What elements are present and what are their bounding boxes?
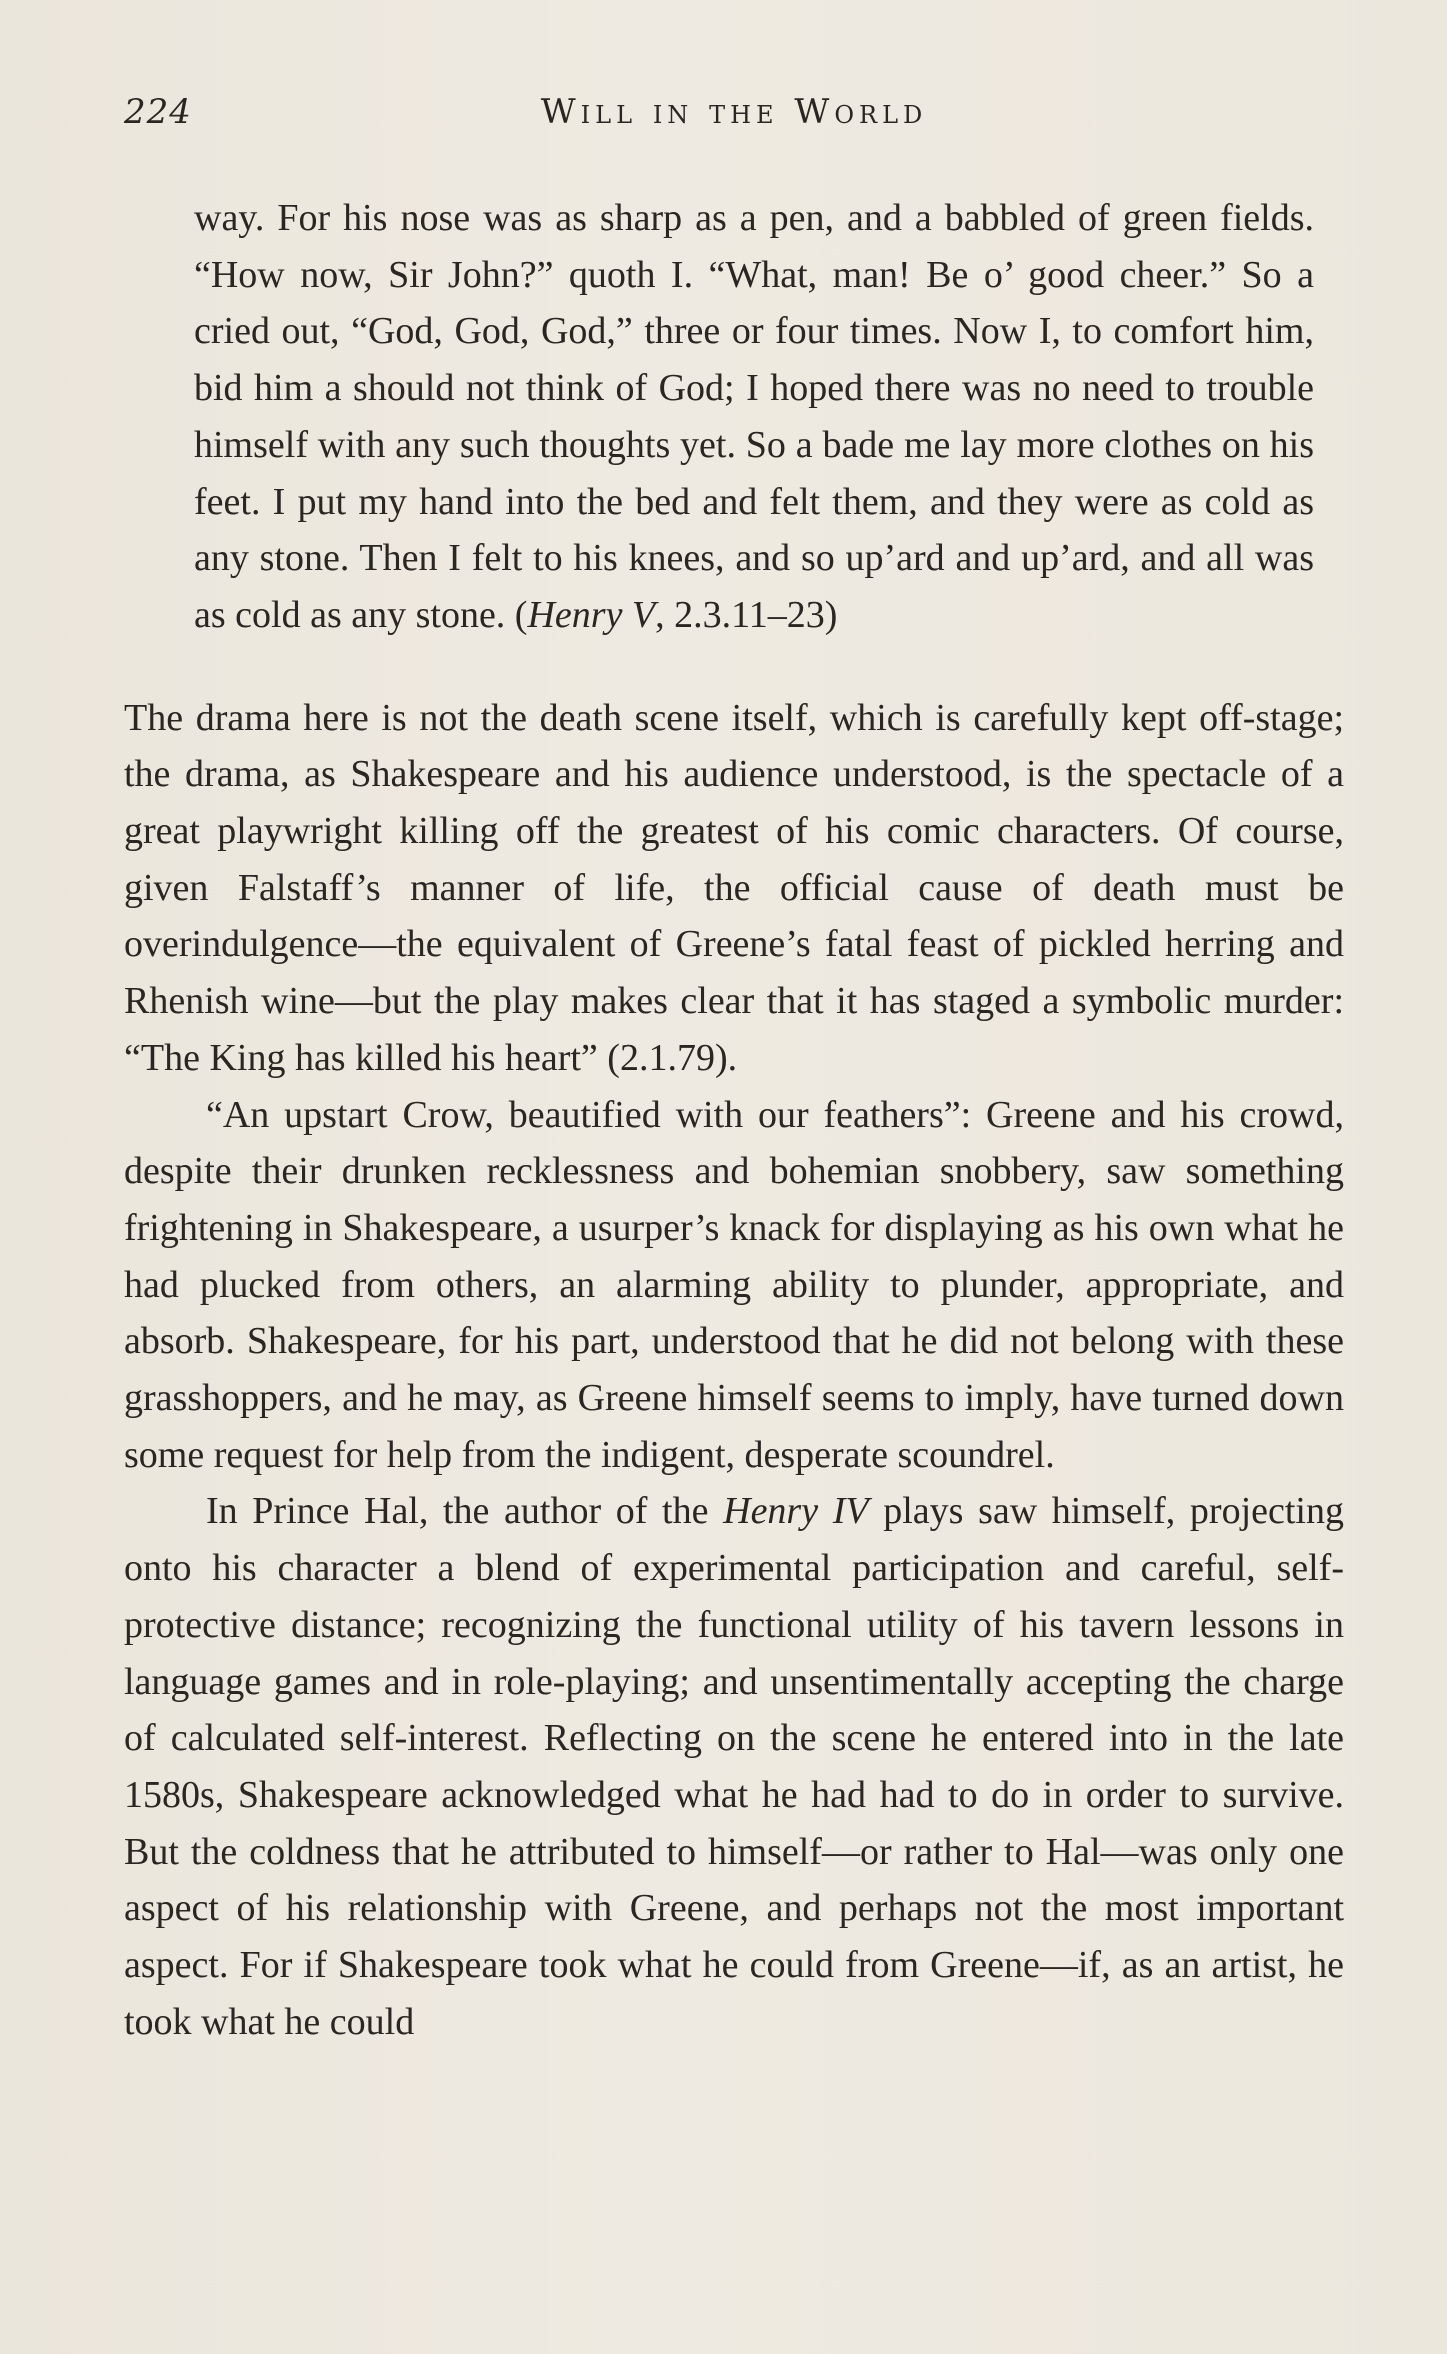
block-quote-body: way. For his nose was as sharp as a pen, and a babbled of green fields. “How now, Sir John?” quoth I. “What, man! Be o’ good cheer.” So a cried out, “God, God, God,” three or four times. Now I, to comfort him, bid him a should not think of God; I hoped there was no need to trouble himself with any such thoughts yet. So a bade me lay more clothes on his feet. I put my hand into the bed and felt them, and they were as cold as any stone. Then I felt to his knees, and so up’ard and up’ard, and all was as cold as any stone. ( [194, 197, 1314, 636]
paragraph-3 [124, 1483, 1344, 2050]
paragraph-2: “An upstart Crow, beautified with our feathers”: Greene and his crowd, despite their drunken recklessness and bohemian snobbery, saw something frightening in Shakespeare, a usurper’s knack for displaying as his own what he had plucked from others, an alarming ability to plunder, appropriate, and absorb. Shakespeare, for his part, understood that he did not belong with these grasshoppers, and he may, as Greene himself seems to imply, have turned down some request for help from the indigent, desperate scoundrel. [124, 1093, 1344, 1476]
paragraph-1: The drama here is not the death scene itself, which is carefully kept off-stage; the drama, as Shakespeare and his audience understood, is the spectacle of a great playwright killing off the greatest of his comic characters. Of course, given Falstaff’s manner of life, the official cause of death must be overindulgence—the equivalent of Greene’s fatal feast of pickled herring and Rhenish wine—but the play makes clear that it has staged a symbolic murder: “The King has killed his heart” (2.1.79). [124, 696, 1344, 1079]
block-quote-work-title: Henry V [527, 593, 656, 636]
running-head [124, 92, 1344, 136]
paragraph-3-work-title: Henry IV [723, 1490, 869, 1533]
block-quote-citation: , 2.3.11–23) [655, 593, 838, 636]
block-quote-text [194, 190, 1314, 644]
block-quote [194, 190, 1314, 644]
paragraph-3-rest: plays saw himself, projecting onto his character a blend of experimental participation and careful, self-protective distance; recognizing the functional utility of his tavern lessons in language games and in role-playing; and unsentimentally accepting the charge of calculated self-interest. Reflecting on the scene he entered into in the late 1580s, Shakespeare acknowledged what he had had to do in order to survive. But the coldness that he attributed to himself—or rather to Hal—was only one aspect of his relationship with Greene, and perhaps not the most important aspect. For if Shakespeare took what he could from Greene—if, as an artist, he took what he could [124, 1490, 1344, 2043]
page-number: 224 [124, 92, 192, 132]
book-title: Will in the World [540, 92, 928, 132]
body-text [124, 690, 1344, 2051]
paragraph-3-start: In Prince Hal, the author of the [206, 1490, 724, 1533]
page-content [124, 190, 1344, 2051]
